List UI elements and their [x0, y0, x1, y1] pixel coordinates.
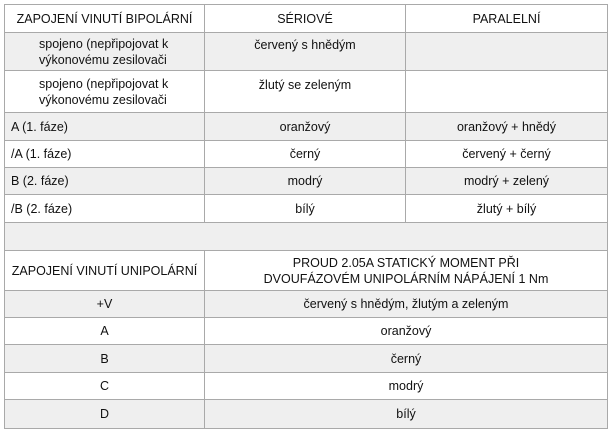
unipolar-header-label: ZAPOJENÍ VINUTÍ UNIPOLÁRNÍ — [5, 251, 205, 291]
bipolar-row-label: /A (1. fáze) — [5, 141, 205, 168]
table-row — [5, 168, 608, 195]
spacer-cell — [5, 223, 608, 251]
bipolar-row-serial: oranžový — [205, 113, 406, 141]
bipolar-row-parallel: oranžový + hnědý — [406, 113, 608, 141]
unipolar-header-row — [5, 251, 608, 291]
table-row — [5, 141, 608, 168]
bipolar-header-serial: SÉRIOVÉ — [205, 5, 406, 33]
bipolar-header-row — [5, 5, 608, 33]
table-row — [5, 318, 608, 345]
unipolar-row-value: oranžový — [205, 318, 608, 345]
bipolar-row-serial: modrý — [205, 168, 406, 195]
unipolar-row-label: C — [5, 373, 205, 400]
bipolar-row-serial: černý — [205, 141, 406, 168]
unipolar-header-value: PROUD 2.05A STATICKÝ MOMENT PŘI DVOUFÁZOVÉM UNIPOLÁRNÍM NÁPÁJENÍ 1 Nm — [205, 251, 608, 291]
bipolar-row-serial: červený s hnědým — [205, 33, 406, 71]
bipolar-row-parallel: modrý + zelený — [406, 168, 608, 195]
table-row — [5, 400, 608, 429]
table-row — [5, 345, 608, 373]
table-row — [5, 33, 608, 71]
bipolar-row-label: /B (2. fáze) — [5, 195, 205, 223]
bipolar-row-parallel — [406, 33, 608, 71]
unipolar-row-label: B — [5, 345, 205, 373]
table-row — [5, 113, 608, 141]
bipolar-row-parallel — [406, 71, 608, 113]
bipolar-row-serial: bílý — [205, 195, 406, 223]
table-row — [5, 195, 608, 223]
unipolar-row-value: modrý — [205, 373, 608, 400]
bipolar-row-label: A (1. fáze) — [5, 113, 205, 141]
bipolar-row-serial: žlutý se zeleným — [205, 71, 406, 113]
bipolar-header-label: ZAPOJENÍ VINUTÍ BIPOLÁRNÍ — [5, 5, 205, 33]
unipolar-row-value: červený s hnědým, žlutým a zeleným — [205, 291, 608, 318]
bipolar-row-parallel: červený + černý — [406, 141, 608, 168]
bipolar-row-label: spojeno (nepřipojovat k výkonovému zesilovači — [5, 71, 205, 113]
unipolar-row-value: bílý — [205, 400, 608, 429]
unipolar-row-label: A — [5, 318, 205, 345]
bipolar-header-parallel: PARALELNÍ — [406, 5, 608, 33]
wiring-table — [4, 4, 608, 429]
table-row — [5, 291, 608, 318]
table-row — [5, 71, 608, 113]
table-row — [5, 373, 608, 400]
spacer-row — [5, 223, 608, 251]
unipolar-row-label: D — [5, 400, 205, 429]
bipolar-row-parallel: žlutý + bílý — [406, 195, 608, 223]
bipolar-row-label: B (2. fáze) — [5, 168, 205, 195]
unipolar-row-label: +V — [5, 291, 205, 318]
unipolar-row-value: černý — [205, 345, 608, 373]
bipolar-row-label: spojeno (nepřipojovat k výkonovému zesilovači — [5, 33, 205, 71]
